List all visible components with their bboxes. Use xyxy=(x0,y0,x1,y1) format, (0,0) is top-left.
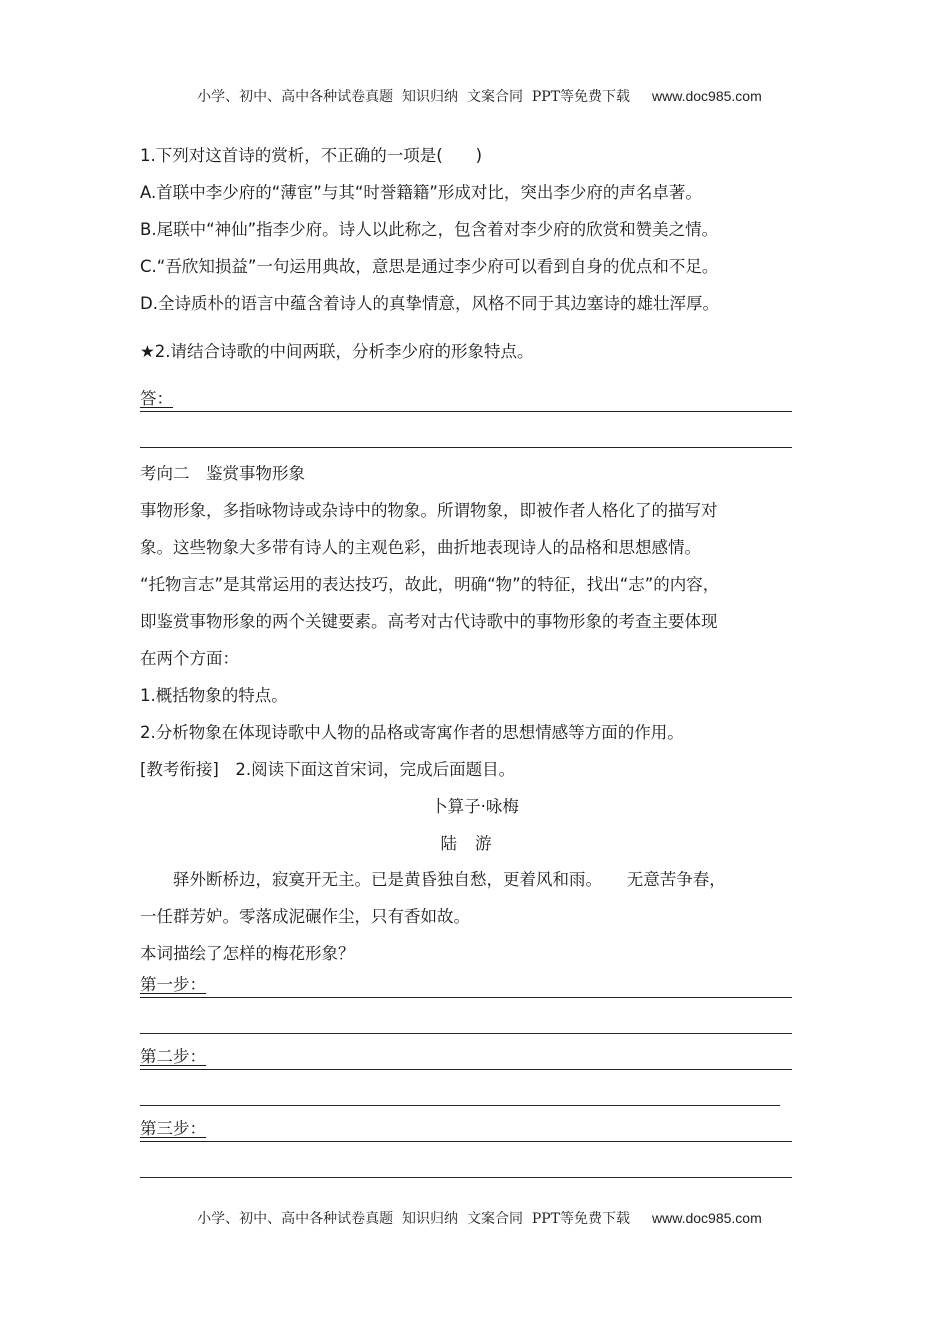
step-3-label: 第三步： xyxy=(140,1119,206,1138)
answer-rule xyxy=(140,411,792,412)
poem-line: 驿外断桥边，寂寞开无主。已是黄昏独自愁，更着风和雨。 无意苦争春， xyxy=(173,870,726,889)
section-title: 考向二 鉴赏事物形象 xyxy=(140,464,305,483)
poem-title: 卜算子·咏梅 xyxy=(431,797,519,816)
paragraph-line: 事物形象，多指咏物诗或杂诗中的物象。所谓物象，即被作者人格化了的描写对 xyxy=(140,501,718,520)
paragraph-line: 在两个方面： xyxy=(140,649,239,668)
step-2-label: 第二步： xyxy=(140,1047,206,1066)
step-1-answer-line[interactable] xyxy=(140,972,792,998)
question-1-option-b: B.尾联中“神仙”指李少府。诗人以此称之，包含着对李少府的欣赏和赞美之情。 xyxy=(140,220,719,239)
paragraph-line: 即鉴赏事物形象的两个关键要素。高考对古代诗歌中的事物形象的考查主要体现 xyxy=(140,612,718,631)
page-header xyxy=(0,70,950,106)
page-footer xyxy=(0,1192,950,1228)
question-2-stem: ★2.请结合诗歌的中间两联，分析李少府的形象特点。 xyxy=(140,342,534,361)
question-1-option-d: D.全诗质朴的语言中蕴含着诗人的真挚情意，风格不同于其边塞诗的雄壮浑厚。 xyxy=(140,294,719,313)
question-1-stem: 1.下列对这首诗的赏析，不正确的一项是( ) xyxy=(140,146,483,165)
example-intro: [教考衔接] 2.阅读下面这首宋词，完成后面题目。 xyxy=(140,760,516,779)
poem-author xyxy=(0,832,950,856)
section-point-1: 1.概括物象的特点。 xyxy=(140,686,288,705)
step-3-answer-line[interactable] xyxy=(140,1116,792,1142)
answer-rule xyxy=(140,997,792,998)
header-text: 小学、初中、高中各种试卷真题 知识归纳 文案合同 PPT等免费下载 xyxy=(197,89,631,105)
example-question: 本词描绘了怎样的梅花形象？ xyxy=(140,944,355,963)
step-2-answer-line[interactable] xyxy=(140,1044,792,1070)
step-2-answer-line-2[interactable] xyxy=(140,1080,780,1106)
question-1-option-a: A.首联中李少府的“薄宦”与其“时誉籍籍”形成对比，突出李少府的声名卓著。 xyxy=(140,183,702,202)
answer-line-1[interactable] xyxy=(140,386,792,412)
answer-rule xyxy=(140,1069,792,1070)
poem-author-text: 陆游 xyxy=(440,834,510,853)
paragraph-line: 象。这些物象大多带有诗人的主观色彩，曲折地表现诗人的品格和思想感情。 xyxy=(140,538,701,557)
step-1-answer-line-2[interactable] xyxy=(140,1008,792,1034)
step-3-answer-line-2[interactable] xyxy=(140,1152,792,1178)
answer-rule xyxy=(140,1033,792,1034)
answer-rule xyxy=(140,447,792,448)
answer-label: 答： xyxy=(140,389,173,408)
poem-line: 一任群芳妒。零落成泥碾作尘，只有香如故。 xyxy=(140,907,470,926)
footer-text: 小学、初中、高中各种试卷真题 知识归纳 文案合同 PPT等免费下载 xyxy=(197,1211,631,1227)
footer-url[interactable]: www.doc985.com xyxy=(652,1210,762,1226)
answer-line-2[interactable] xyxy=(140,422,792,448)
answer-rule xyxy=(140,1141,792,1142)
step-1-label: 第一步： xyxy=(140,975,206,994)
answer-rule xyxy=(140,1105,780,1106)
question-1-option-c: C.“吾欣知损益”一句运用典故，意思是通过李少府可以看到自身的优点和不足。 xyxy=(140,257,719,276)
section-point-2: 2.分析物象在体现诗歌中人物的品格或寄寓作者的思想情感等方面的作用。 xyxy=(140,723,684,742)
paragraph-line: “托物言志”是其常运用的表达技巧，故此，明确“物”的特征，找出“志”的内容， xyxy=(140,575,720,594)
answer-rule xyxy=(140,1177,792,1178)
header-url[interactable]: www.doc985.com xyxy=(652,88,762,104)
